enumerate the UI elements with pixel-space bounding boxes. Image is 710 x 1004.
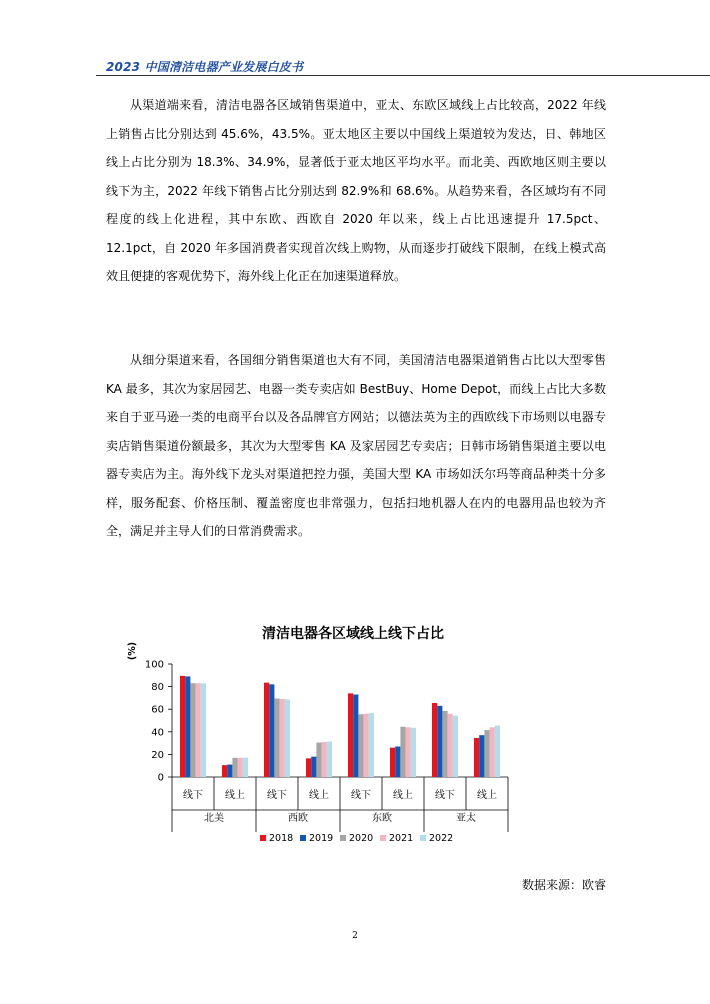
y-tick-label: 40: [151, 727, 164, 739]
bar-2018: [222, 765, 227, 777]
bar-2019: [353, 695, 358, 777]
paragraph-channel-overview: 从渠道端来看，清洁电器各区域销售渠道中，亚太、东欧区域线上占比较高，2022 年线上销售占比分别达到 45.6%，43.5%。亚太地区主要以中国线上渠道较为发达，日、韩地区线上占比分别为 18.3%、34.9%，显著低于亚太地区平均水平。而北美、西欧地区则主要以线下为主，2022 年线下销售占比分别达到 82.9%和 68.6%。从趋势来看，各区域均有不同程度的线上化进程，其中东欧、西欧自 2020 年以来，线上占比迅速提升 17.5pct、12.1pct，自 2020 年多国消费者实现首次线上购物，从而逐步打破线下限制，在线上模式高效且便捷的客观优势下，海外线上化正在加速渠道释放。: [106, 98, 606, 283]
bar-2018: [180, 676, 185, 777]
legend-label-2022: 2022: [429, 833, 454, 844]
legend-label-2018: 2018: [269, 833, 294, 844]
category-label: 线上: [225, 790, 245, 801]
legend-label-2019: 2019: [309, 833, 334, 844]
bar-2022: [285, 699, 290, 777]
bar-2020: [484, 730, 489, 777]
bar-2020: [232, 758, 237, 777]
bar-2018: [432, 703, 437, 777]
chart-title: 清洁电器各区域线上线下占比: [262, 626, 444, 642]
bar-2018: [348, 693, 353, 777]
bar-2021: [322, 742, 327, 777]
y-tick-label: 60: [151, 704, 164, 716]
paragraph-channel-detail: 从细分渠道来看，各国细分销售渠道也大有不同，美国清洁电器渠道销售占比以大型零售 KA 最多，其次为家居园艺、电器一类专卖店如 BestBuy、Home Depot，而线上占比大多数来自于亚马逊一类的电商平台以及各品牌官方网站；以德法英为主的西欧线下市场则以电器专卖店销售渠道份额最多，其次为大型零售 KA 及家居园艺专卖店；日韩市场销售渠道主要以电器专卖店为主。海外线下龙头对渠道把控力强，美国大型 KA 市场如沃尔玛等商品种类十分多样，服务配套、价格压制、覆盖密度也非常强力，包括扫地机器人在内的电器用品也较为齐全，满足并主导人们的日常消费需求。: [106, 353, 606, 538]
header-divider: [96, 75, 710, 76]
legend-swatch-2019: [300, 835, 306, 841]
bar-2019: [437, 706, 442, 777]
legend-swatch-2021: [380, 835, 386, 841]
category-label: 线上: [477, 790, 497, 801]
legend-label-2021: 2021: [389, 833, 414, 844]
bar-2021: [238, 758, 243, 777]
bar-2020: [316, 743, 321, 777]
bar-2019: [227, 765, 232, 777]
page-number: 2: [352, 931, 358, 941]
bar-2022: [243, 758, 248, 777]
bar-2021: [448, 714, 453, 777]
bar-2021: [364, 714, 369, 777]
bar-2021: [196, 683, 201, 777]
y-axis-label: (%): [127, 641, 138, 661]
category-label: 线下: [183, 790, 203, 801]
bar-2021: [406, 727, 411, 777]
bar-2020: [442, 711, 447, 777]
category-label: 线下: [351, 790, 371, 801]
bar-2018: [390, 748, 395, 777]
region-label: 东欧: [372, 813, 392, 824]
region-label: 亚太: [456, 813, 476, 824]
bar-2020: [358, 714, 363, 777]
y-tick-label: 80: [151, 682, 164, 694]
bar-2018: [306, 758, 311, 777]
legend-swatch-2018: [260, 835, 266, 841]
bar-2022: [453, 716, 458, 777]
bar-2019: [311, 757, 316, 777]
legend-swatch-2020: [340, 835, 346, 841]
bar-2021: [490, 727, 495, 777]
bar-2022: [327, 742, 332, 777]
bar-2018: [474, 738, 479, 777]
bar-2022: [411, 728, 416, 777]
category-label: 线上: [309, 790, 329, 801]
bar-2020: [274, 698, 279, 777]
y-tick-label: 20: [151, 749, 164, 761]
online-offline-share-chart: [108, 618, 618, 858]
bar-2019: [395, 746, 400, 777]
category-label: 线下: [267, 790, 287, 801]
y-tick-label: 0: [157, 772, 164, 784]
region-label: 北美: [204, 813, 224, 824]
bar-2022: [495, 725, 500, 777]
chart-container: [108, 618, 618, 858]
bar-2020: [190, 683, 195, 777]
bar-2019: [269, 684, 274, 777]
bar-2018: [264, 683, 269, 777]
legend-swatch-2022: [420, 835, 426, 841]
header-title: 2023 中国清洁电器产业发展白皮书: [106, 60, 304, 74]
y-tick-label: 100: [144, 659, 164, 671]
region-label: 西欧: [288, 813, 308, 824]
bar-2019: [479, 735, 484, 777]
category-label: 线下: [435, 790, 455, 801]
bar-2021: [280, 699, 285, 777]
legend-label-2020: 2020: [349, 833, 374, 844]
bar-2022: [369, 713, 374, 777]
data-source-note: 数据来源：欧睿: [521, 878, 606, 892]
bar-2020: [400, 727, 405, 777]
bar-2019: [185, 676, 190, 777]
category-label: 线上: [393, 790, 413, 801]
bar-2022: [201, 683, 206, 777]
